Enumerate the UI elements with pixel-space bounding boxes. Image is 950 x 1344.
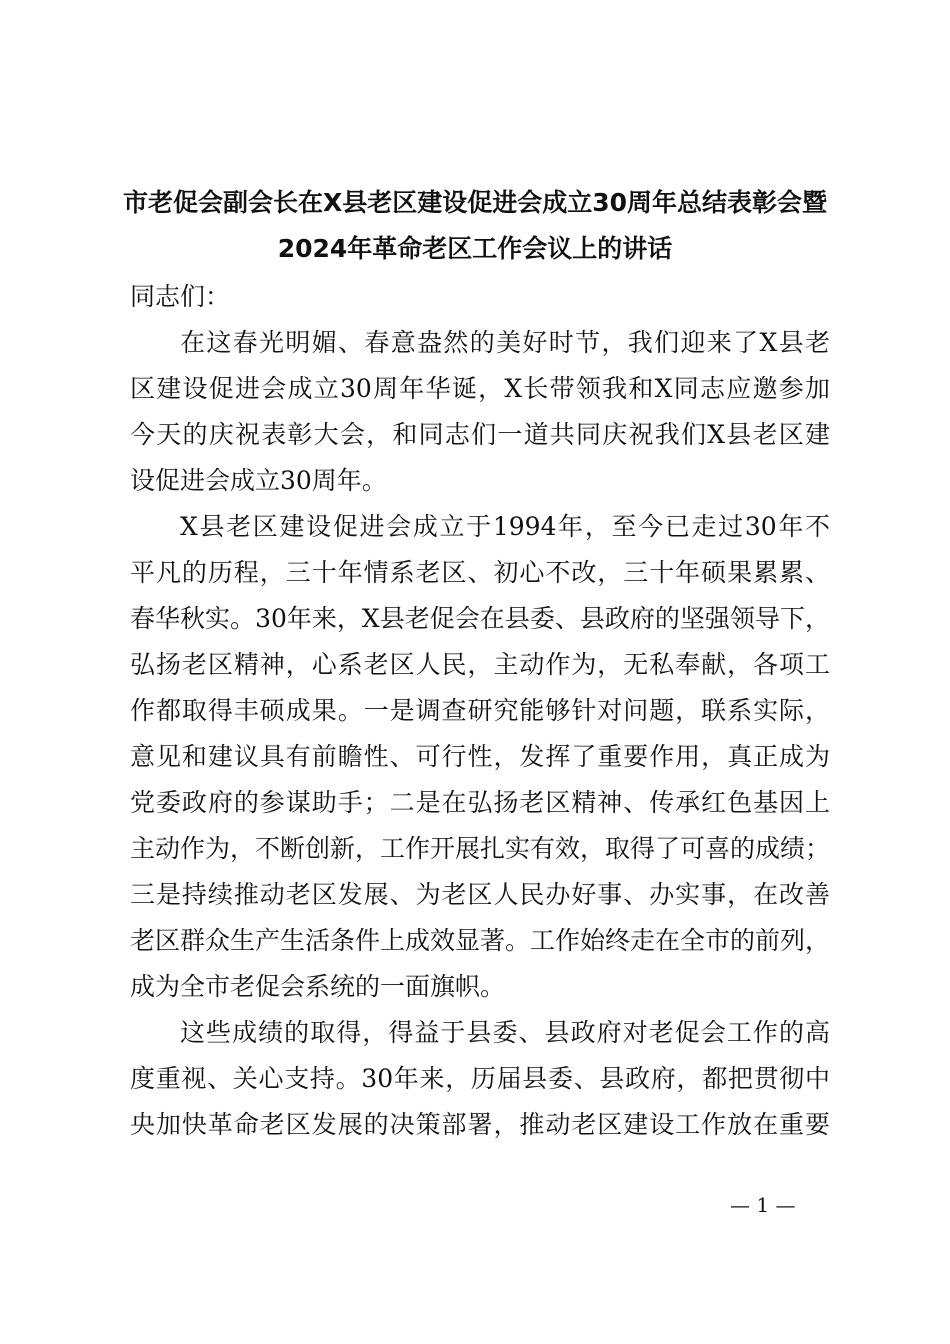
text-line: 作都取得丰硕成果。一是调查研究能够针对问题，联系实际，	[130, 696, 830, 725]
text-line: 今天的庆祝表彰大会，和同志们一道共同庆祝我们X县老区建	[130, 420, 830, 449]
text-line: 成为全市老促会系统的一面旗帜。	[130, 972, 506, 1001]
text-line: 三是持续推动老区发展、为老区人民办好事、办实事，在改善	[130, 880, 830, 909]
text-line: 弘扬老区精神，心系老区人民，主动作为，无私奉献，各项工	[130, 650, 830, 679]
salutation: 同志们：	[130, 282, 231, 311]
title-line-1: 市老促会副会长在X县老区建设促进会成立30周年总结表彰会暨	[122, 188, 828, 217]
text-line: 设促进会成立30周年。	[130, 466, 387, 495]
text-line: 老区群众生产生活条件上成效显著。工作始终走在全市的前列，	[130, 926, 831, 955]
text-line: 春华秋实。30年来，X县老促会在县委、县政府的坚强领导下，	[130, 604, 830, 633]
text-line: 央加快革命老区发展的决策部署，推动老区建设工作放在重要	[130, 1110, 830, 1139]
title-line-2: 2024年革命老区工作会议上的讲话	[277, 234, 673, 263]
text-line: 平凡的历程，三十年情系老区、初心不改，三十年硕果累累、	[130, 558, 830, 587]
page-number: — 1 —	[730, 1193, 796, 1217]
text-line: 意见和建议具有前瞻性、可行性，发挥了重要作用，真正成为	[130, 742, 830, 771]
text-line: 这些成绩的取得，得益于县委、县政府对老促会工作的高	[180, 1018, 830, 1047]
text-line: 度重视、关心支持。30年来，历届县委、县政府，都把贯彻中	[130, 1064, 830, 1093]
text-line: 主动作为，不断创新，工作开展扎实有效，取得了可喜的成绩；	[130, 834, 831, 863]
text-line: 在这春光明媚、春意盎然的美好时节，我们迎来了X县老	[180, 328, 830, 357]
text-line: 党委政府的参谋助手；二是在弘扬老区精神、传承红色基因上	[130, 788, 830, 817]
text-line: 区建设促进会成立30周年华诞，X长带领我和X同志应邀参加	[130, 374, 830, 403]
text-line: X县老区建设促进会成立于1994年，至今已走过30年不	[180, 512, 830, 541]
